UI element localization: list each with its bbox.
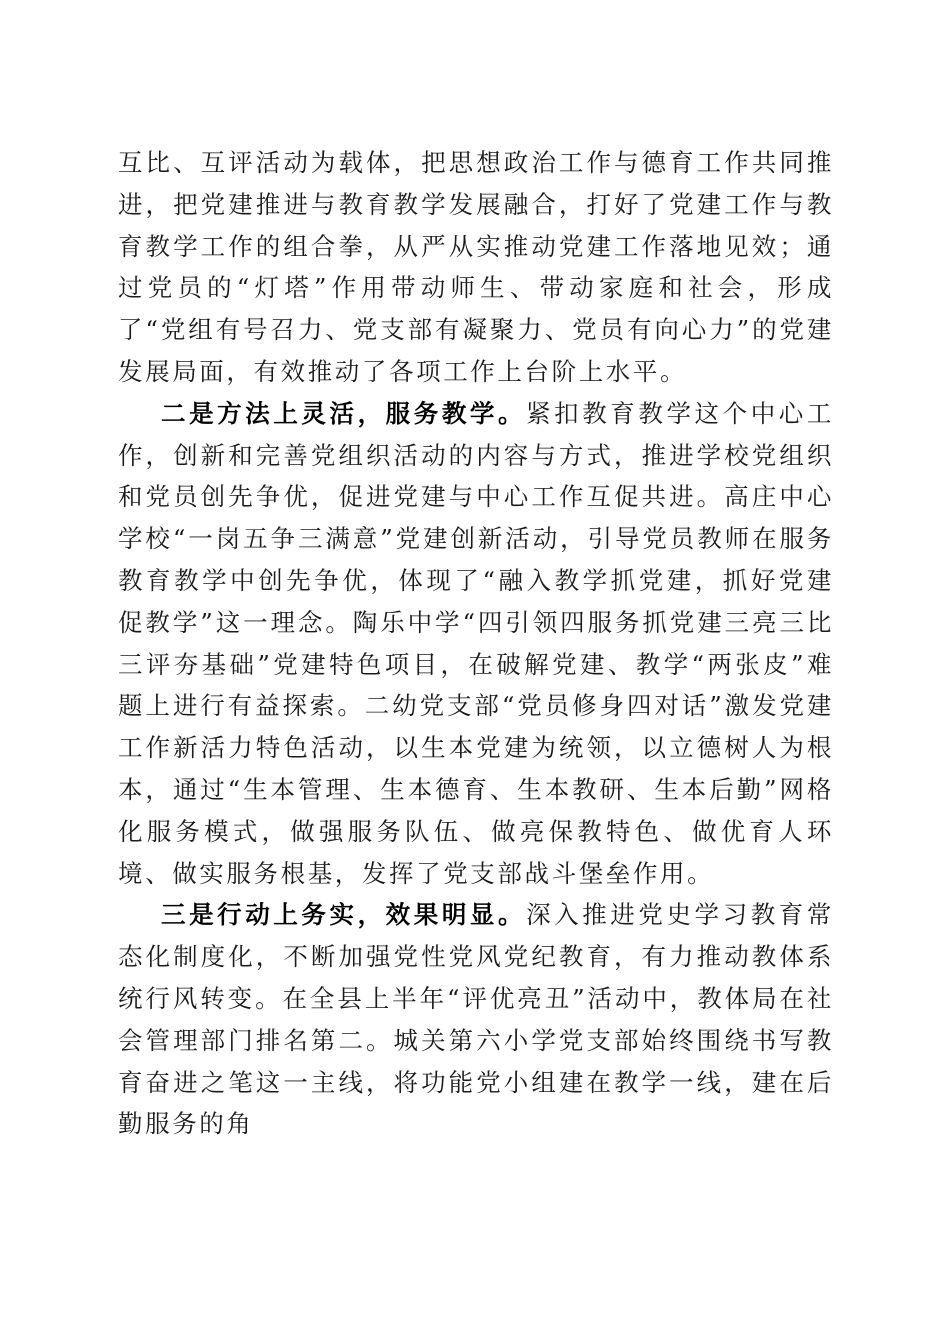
paragraph-2-text: 紧扣教育教学这个中心工作，创新和完善党组织活动的内容与方式，推进学校党组织和党员创先争优，促进党建与中心工作互促共进。高庄中心学校“一岗五争三满意”党建创新活动，引导党员教师在服务教育教学中创先争优，体现了“融入教学抓党建，抓好党建促教学”这一理念。陶乐中学“四引领四服务抓党建三亮三比三评夯基础”党建特色项目，在破解党建、教学“两张皮”难题上进行有益探索。二幼党支部“党员修身四对话”激发党建工作新活力特色活动，以生本党建为统领，以立德树人为根本，通过“生本管理、生本德育、生本教研、生本后勤”网格化服务模式，做强服务队伍、做亮保教特色、做优育人环境、做实服务根基，发挥了党支部战斗堡垒作用。 bbox=[118, 398, 834, 888]
paragraph-1 bbox=[118, 142, 834, 393]
paragraph-2 bbox=[118, 393, 834, 895]
paragraph-1-text: 互比、互评活动为载体，把思想政治工作与德育工作共同推进，把党建推进与教育教学发展融合，打好了党建工作与教育教学工作的组合拳，从严从实推动党建工作落地见效；通过党员的“灯塔”作用带动师生、带动家庭和社会，形成了“党组有号召力、党支部有凝聚力、党员有向心力”的党建发展局面，有效推动了各项工作上台阶上水平。 bbox=[118, 148, 834, 386]
document-body bbox=[118, 142, 834, 1145]
paragraph-2-heading: 二是方法上灵活，服务教学。 bbox=[161, 398, 527, 428]
paragraph-3-heading: 三是行动上务实，效果明显。 bbox=[161, 900, 527, 930]
paragraph-3-text: 深入推进党史学习教育常态化制度化，不断加强党性党风党纪教育，有力推动教体系统行风转变。在全县上半年“评优亮丑”活动中，教体局在社会管理部门排名第二。城关第六小学党支部始终围绕书写教育奋进之笔这一主线，将功能党小组建在教学一线，建在后勤服务的角 bbox=[118, 900, 834, 1139]
paragraph-3 bbox=[118, 894, 834, 1145]
